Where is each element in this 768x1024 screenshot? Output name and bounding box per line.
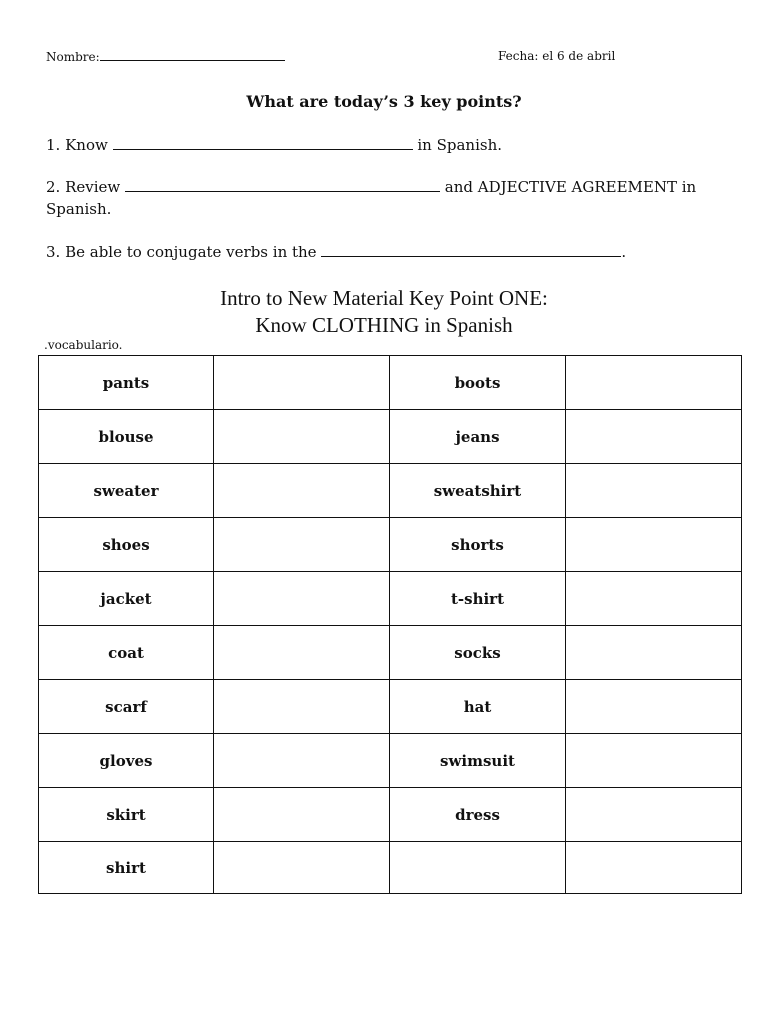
vocab-answer-cell[interactable]: [214, 842, 390, 894]
key-point-1-blank[interactable]: [113, 137, 413, 150]
vocab-english-term: boots: [390, 356, 566, 410]
vocab-english-term: hat: [390, 680, 566, 734]
table-row: [39, 626, 742, 680]
vocab-english-term: scarf: [39, 680, 214, 734]
vocab-english-term: gloves: [39, 734, 214, 788]
page-title: What are today’s 3 key points?: [246, 92, 522, 111]
vocab-answer-cell[interactable]: [566, 518, 742, 572]
vocab-english-term: jeans: [390, 410, 566, 464]
table-row: [39, 356, 742, 410]
table-row: [39, 572, 742, 626]
vocab-english-term: socks: [390, 626, 566, 680]
table-row: [39, 734, 742, 788]
vocab-english-term: blouse: [39, 410, 214, 464]
vocab-answer-cell[interactable]: [214, 410, 390, 464]
vocab-answer-cell[interactable]: [566, 680, 742, 734]
vocab-answer-cell[interactable]: [214, 572, 390, 626]
vocab-answer-cell[interactable]: [214, 464, 390, 518]
vocab-empty-term-cell[interactable]: [390, 842, 566, 894]
intro-heading-line2: Know CLOTHING in Spanish: [255, 313, 513, 337]
vocab-english-term: sweater: [39, 464, 214, 518]
vocab-answer-cell[interactable]: [214, 626, 390, 680]
key-point-1: [46, 134, 716, 156]
vocab-english-term: shirt: [39, 842, 214, 894]
vocab-english-term: swimsuit: [390, 734, 566, 788]
vocab-answer-cell[interactable]: [214, 356, 390, 410]
vocab-answer-cell[interactable]: [566, 734, 742, 788]
key-point-2-blank[interactable]: [125, 179, 440, 192]
vocab-table: [38, 355, 742, 894]
vocab-english-term: dress: [390, 788, 566, 842]
table-row: [39, 410, 742, 464]
vocab-answer-cell[interactable]: [214, 680, 390, 734]
vocab-english-term: sweatshirt: [390, 464, 566, 518]
key-point-3-blank[interactable]: [321, 244, 621, 257]
key-point-2-continuation: Spanish.: [46, 200, 112, 218]
key-point-1-before: 1. Know: [46, 136, 113, 154]
vocab-answer-cell[interactable]: [214, 518, 390, 572]
nombre-field: [46, 48, 285, 65]
nombre-label: Nombre:: [46, 50, 100, 64]
vocab-english-term: shoes: [39, 518, 214, 572]
vocab-english-term: shorts: [390, 518, 566, 572]
vocab-english-term: coat: [39, 626, 214, 680]
vocab-answer-cell[interactable]: [566, 356, 742, 410]
vocab-answer-cell[interactable]: [566, 842, 742, 894]
vocab-english-term: skirt: [39, 788, 214, 842]
table-row: [39, 788, 742, 842]
key-point-2-after: and ADJECTIVE AGREEMENT in: [440, 178, 697, 196]
key-point-2-before: 2. Review: [46, 178, 126, 196]
vocab-answer-cell[interactable]: [566, 464, 742, 518]
vocab-answer-cell[interactable]: [566, 626, 742, 680]
vocab-english-term: t-shirt: [390, 572, 566, 626]
table-row: [39, 680, 742, 734]
vocab-answer-cell[interactable]: [566, 788, 742, 842]
table-row: [39, 464, 742, 518]
vocab-answer-cell[interactable]: [566, 410, 742, 464]
key-point-3-after: .: [621, 243, 627, 261]
table-row: [39, 842, 742, 894]
table-row: [39, 518, 742, 572]
key-point-1-after: in Spanish.: [412, 136, 502, 154]
vocab-english-term: pants: [39, 356, 214, 410]
vocab-answer-cell[interactable]: [566, 572, 742, 626]
vocab-answer-cell[interactable]: [214, 734, 390, 788]
vocab-answer-cell[interactable]: [214, 788, 390, 842]
vocab-english-term: jacket: [39, 572, 214, 626]
key-point-2: [46, 176, 716, 220]
key-point-3-before: 3. Be able to conjugate verbs in the: [46, 243, 322, 261]
intro-heading-line1: Intro to New Material Key Point ONE:: [220, 286, 548, 310]
vocabulario-label: .vocabulario.: [44, 338, 123, 352]
key-point-3: [46, 241, 716, 263]
fecha-label: Fecha: el 6 de abril: [498, 49, 616, 63]
nombre-blank-line[interactable]: [100, 48, 285, 61]
